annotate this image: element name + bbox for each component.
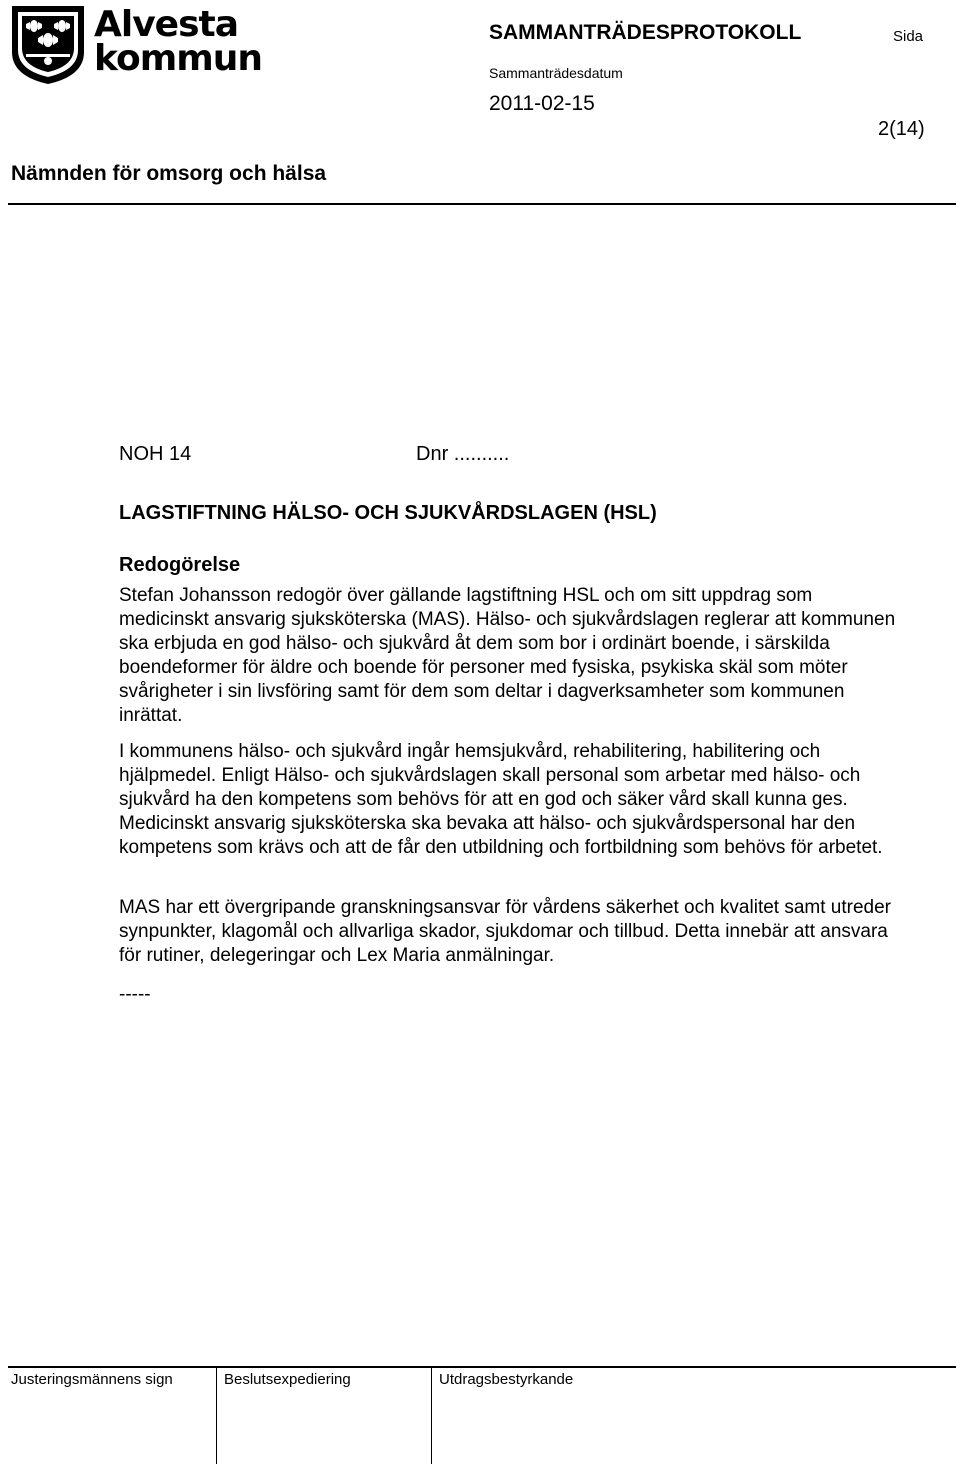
- document-type-title: SAMMANTRÄDESPROTOKOLL: [489, 21, 802, 44]
- footer-label-extract-certification: Utdragsbestyrkande: [439, 1371, 574, 1388]
- committee-name: Nämnden för omsorg och hälsa: [11, 162, 327, 185]
- footer-column-divider: [431, 1366, 432, 1464]
- end-marker: -----: [119, 984, 151, 1005]
- item-title: LAGSTIFTNING HÄLSO- OCH SJUKVÅRDSLAGEN (HSL): [119, 502, 657, 524]
- municipality-logo: [8, 2, 262, 88]
- coat-of-arms-icon: [8, 2, 88, 86]
- footer-divider: [8, 1366, 956, 1368]
- paragraph: I kommunens hälso- och sjukvård ingår hemsjukvård, rehabilitering, habilitering och hjälpmedel. Enligt Hälso- och sjukvårdslagen skall personal som arbetar med hälso- och sjukvård ha den kompetens som behövs för att en god och säker vård skall kunna ges. Medicinskt ansvarig sjuksköterska ska bevaka att hälso- och sjukvårdspersonal har den kompetens som krävs och att de får den utbildning och fortbildning som behövs för arbetet.: [119, 741, 883, 858]
- footer-column-divider: [216, 1366, 217, 1464]
- page-label: Sida: [893, 28, 924, 45]
- logo-text-line2: kommun: [94, 38, 262, 79]
- page-number: 2(14): [878, 118, 925, 140]
- meeting-date-label: Sammanträdesdatum: [489, 65, 623, 81]
- paragraph: MAS har ett övergripande granskningsansvar för vårdens säkerhet och kvalitet samt utreder synpunkter, klagomål och allvarliga skador, sjukdomar och tillbud. Detta innebär att ansvara för rutiner, delegeringar och Lex Maria anmälningar.: [119, 897, 891, 966]
- paragraph: Stefan Johansson redogör över gällande lagstiftning HSL och om sitt uppdrag som medicinskt ansvarig sjuksköterska (MAS). Hälso- och sjukvårdslagen reglerar att kommunen ska erbjuda en god hälso- och sjukvård åt dem som bor i ordinärt boende, i särskilda boendeformer för äldre och boende för personer med fysiska, psykiska skäl som möter svårigheter i sin livsföring samt för dem som deltar i dagverksamheter som kommunen inrättat.: [119, 585, 896, 726]
- diary-number: Dnr ..........: [416, 443, 510, 465]
- section-subheading: Redogörelse: [119, 554, 241, 576]
- footer-label-adjuster-sign: Justeringsmännens sign: [11, 1371, 173, 1388]
- footer-label-dispatch: Beslutsexpediering: [224, 1371, 351, 1388]
- logo-text-line1: Alvesta: [94, 4, 239, 45]
- item-number: NOH 14: [119, 443, 192, 465]
- header-divider: [8, 203, 956, 205]
- meeting-date-value: 2011-02-15: [489, 92, 595, 115]
